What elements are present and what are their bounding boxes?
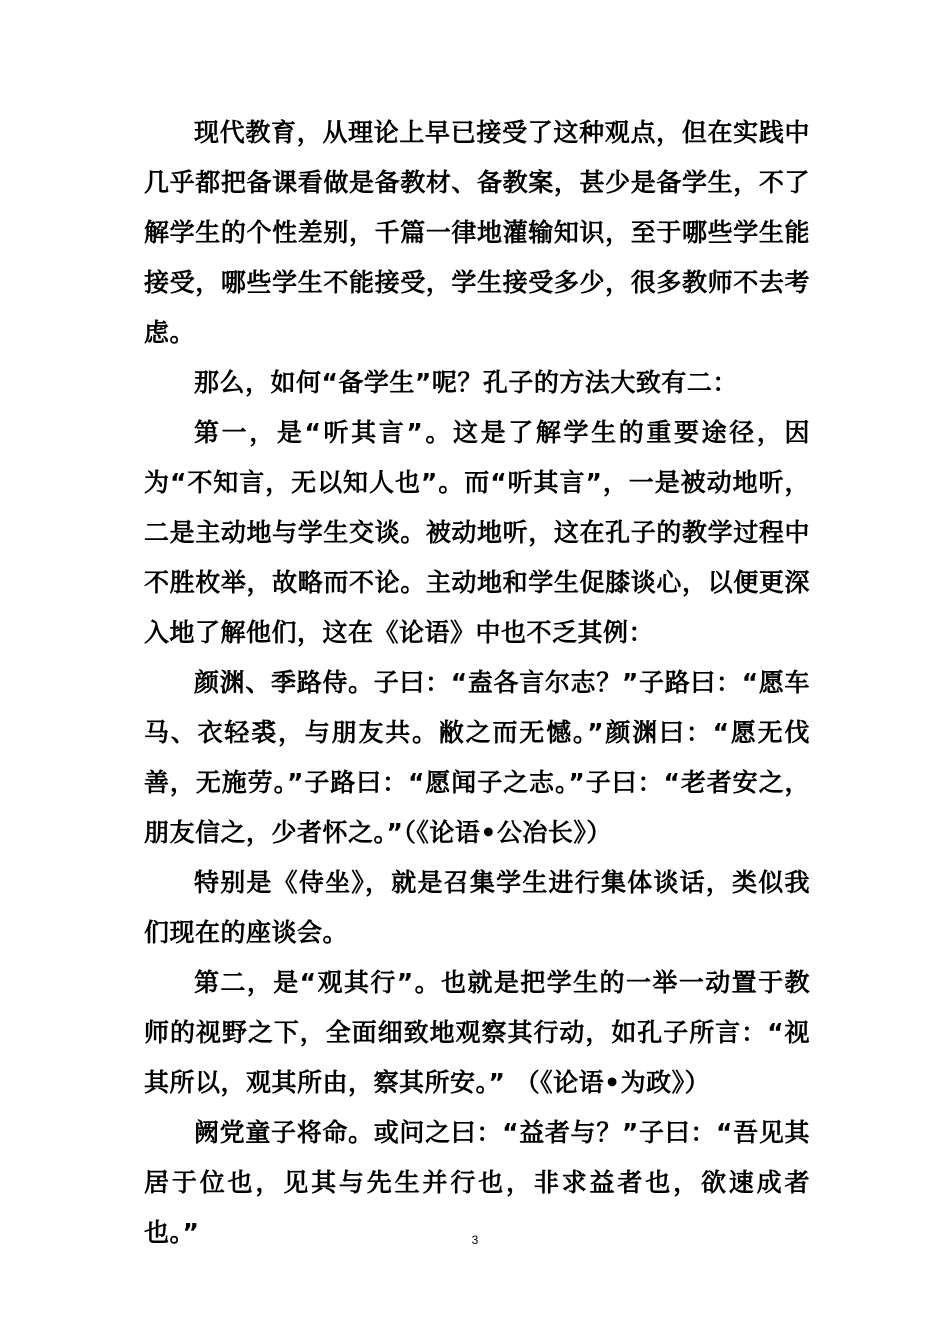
paragraph-que-dang-boy: 阙党童子将命。或问之曰：“益者与？”子曰：“吾见其居于位也，见其与先生并行也，非求益者也，欲速成者也。” <box>144 1118 810 1247</box>
paragraph-listen-to-words: 第一，是“听其言”。这是了解学生的重要途径，因为“不知言，无以知人也”。而“听其言”，一是被动地听，二是主动地与学生交谈。被动地听，这在孔子的教学过程中不胜枚举，故略而不论。主动地和学生促膝谈心，以便更深入地了解他们，这在《论语》中也不乏其例： <box>144 418 810 647</box>
paragraph-observe-actions: 第二，是“观其行”。也就是把学生的一举一动置于教师的视野之下，全面细致地观察其行动，如孔子所言：“视其所以，观其所由，察其所安。” （《论语•为政》） <box>144 968 810 1097</box>
paragraph-yan-yuan-quote: 颜渊、季路侍。子曰：“盍各言尔志？”子路曰：“愿车马、衣轻裘，与朋友共。敝之而无憾。”颜渊曰：“愿无伐善，无施劳。”子路曰：“愿闻子之志。”子曰：“老者安之，朋友信之，少者怀之。”（《论语•公冶长》） <box>144 668 810 847</box>
paragraph-shi-zuo: 特别是《侍坐》，就是召集学生进行集体谈话，类似我们现在的座谈会。 <box>144 868 810 947</box>
paragraph-how-to-prepare-students: 那么，如何“备学生”呢？孔子的方法大致有二： <box>194 368 738 397</box>
body-text <box>144 108 810 1258</box>
paragraph-modern-education: 现代教育，从理论上早已接受了这种观点，但在实践中几乎都把备课看做是备教材、备教案，甚少是备学生，不了解学生的个性差别，千篇一律地灌输知识，至于哪些学生能接受，哪些学生不能接受，学生接受多少，很多教师不去考虑。 <box>144 118 810 347</box>
page-number: 3 <box>471 1233 479 1247</box>
